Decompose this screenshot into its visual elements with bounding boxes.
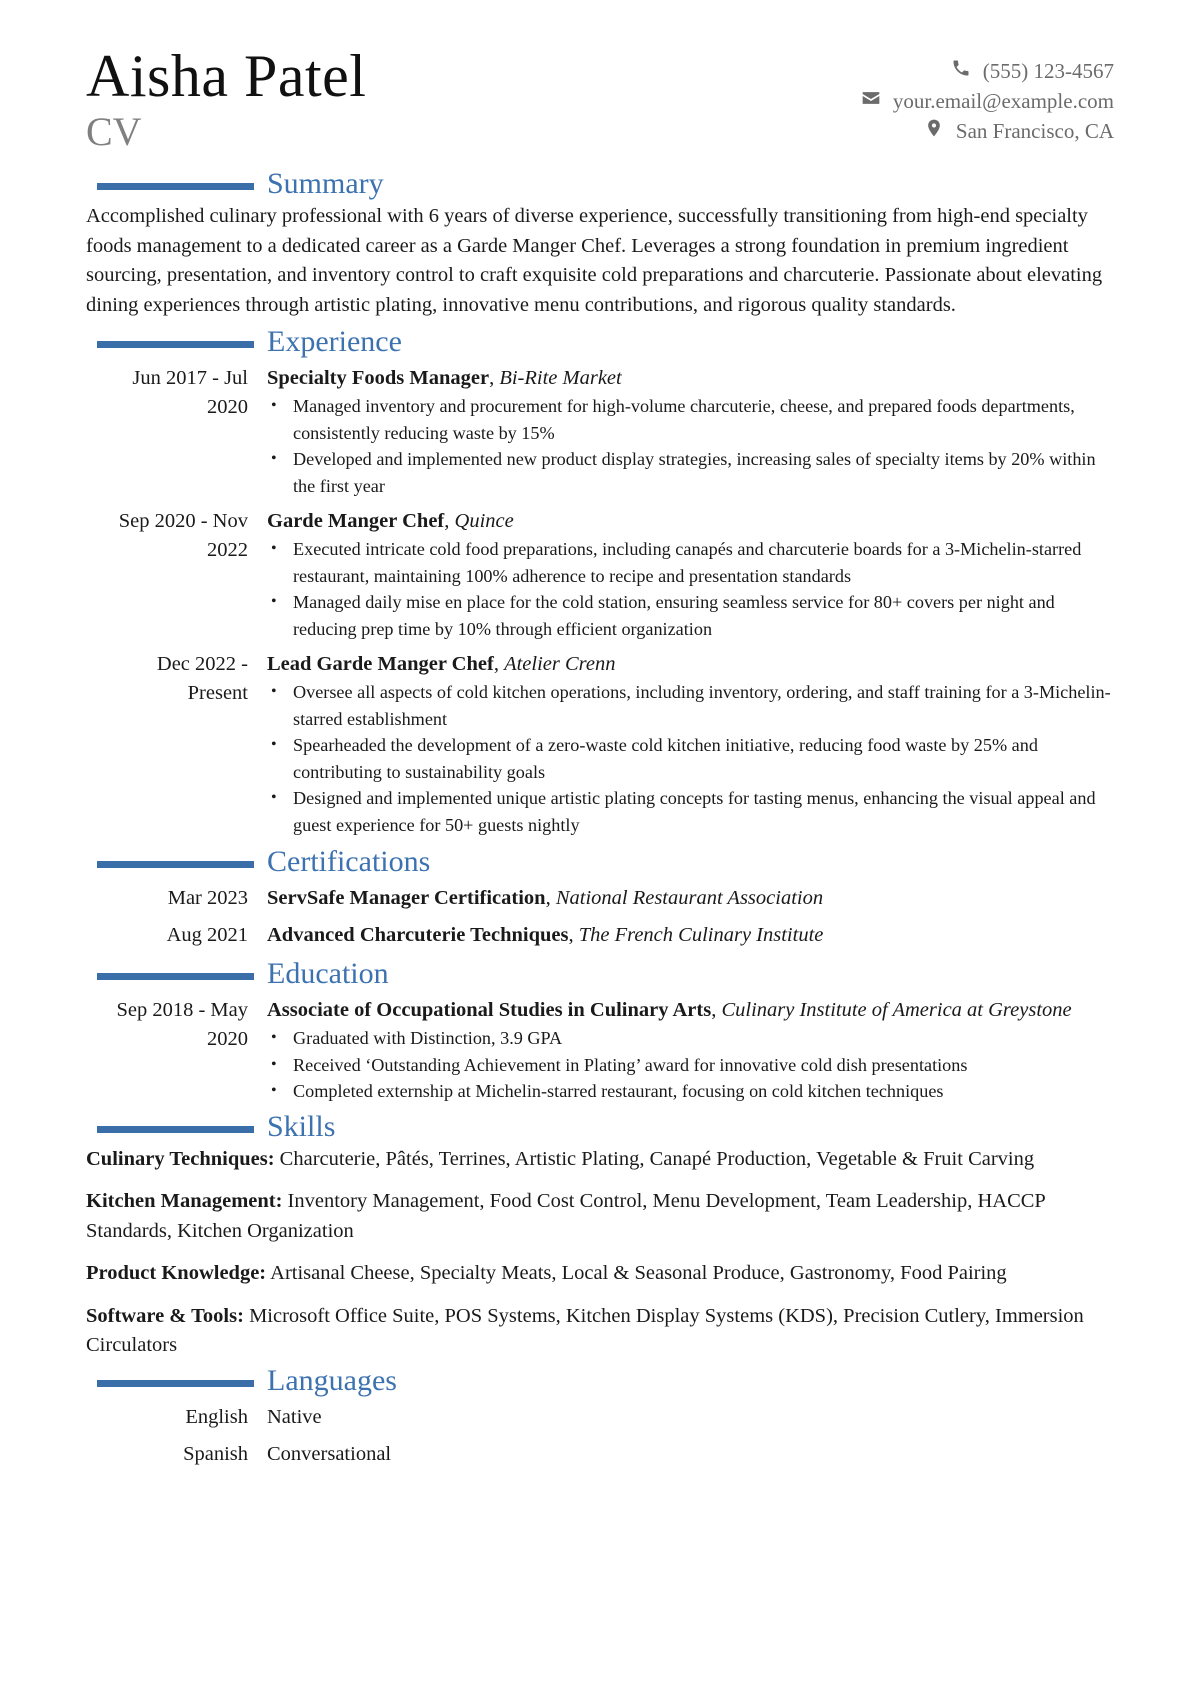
section-title-experience: Experience <box>267 325 402 358</box>
bullet-item: • Managed inventory and procurement for high-volume charcuterie, cheese, and prepared foods departments, consistently reducing waste by 15% <box>293 393 1114 446</box>
certification-issuer: National Restaurant Association <box>555 887 824 909</box>
resume-header <box>86 44 1114 164</box>
job-role: Specialty Foods Manager <box>267 367 490 389</box>
section-rule <box>97 861 254 868</box>
job-role: Lead Garde Manger Chef <box>267 653 494 675</box>
language-entry <box>86 1436 1114 1473</box>
job-role: Garde Manger Chef <box>267 510 445 532</box>
section-rule <box>97 183 254 190</box>
bullet-list <box>267 1025 1114 1105</box>
entry-date <box>86 364 267 499</box>
skill-label: Software & Tools: <box>86 1304 244 1327</box>
entry-title: Lead Garde Manger Chef, Atelier Crenn <box>267 653 616 675</box>
candidate-name: Aisha Patel <box>86 43 367 109</box>
bullet-item: • Completed externship at Michelin-starred restaurant, focusing on cold kitchen techniques <box>293 1078 1114 1105</box>
language-name: Spanish <box>183 1442 248 1465</box>
contact-location <box>861 116 1114 146</box>
section-title-certifications: Certifications <box>267 845 431 878</box>
bullet-item: • Oversee all aspects of cold kitchen operations, including inventory, ordering, and staff training for a 3-Michelin-starred establishment <box>293 679 1114 732</box>
skill-group <box>86 1259 1114 1289</box>
degree-name: Associate of Occupational Studies in Culinary Arts <box>267 999 712 1021</box>
skill-label: Kitchen Management: <box>86 1190 283 1212</box>
entry-body <box>267 996 1114 1105</box>
skills-list <box>86 1145 1114 1361</box>
date-line: 2020 <box>207 1028 248 1050</box>
location-text: San Francisco, CA <box>955 119 1114 143</box>
language-level: Conversational <box>267 1442 392 1465</box>
contact-block <box>861 56 1114 146</box>
date-line: Sep 2018 - May <box>116 999 248 1021</box>
skill-group <box>86 1145 1114 1175</box>
section-title-skills: Skills <box>267 1109 336 1143</box>
bullet-item: • Developed and implemented new product display strategies, increasing sales of specialty items by 20% within the first year <box>293 446 1114 499</box>
envelope-icon <box>861 86 881 116</box>
bullet-item: • Designed and implemented unique artistic plating concepts for tasting menus, enhancing the visual appeal and guest experience for 50+ guests nightly <box>293 785 1114 838</box>
entry-body <box>267 507 1114 642</box>
date-line: 2022 <box>207 539 248 561</box>
date-line: 2020 <box>207 396 248 418</box>
entry-date <box>86 650 267 838</box>
summary-section-header <box>86 168 1114 202</box>
contact-phone <box>861 56 1114 86</box>
date-line: Sep 2020 - Nov <box>118 510 248 532</box>
job-org: Quince <box>454 510 514 532</box>
date-line: Present <box>187 682 248 704</box>
experience-entry <box>86 650 1114 838</box>
skill-label: Culinary Techniques: <box>86 1147 275 1170</box>
bullet-list <box>267 393 1114 499</box>
job-org: Bi-Rite Market <box>499 367 622 389</box>
language-level: Native <box>267 1405 322 1428</box>
skills-section-header <box>86 1111 1114 1145</box>
date-line: Jun 2017 - Jul <box>132 367 248 389</box>
bullet-item: • Managed daily mise en place for the cold station, ensuring seamless service for 80+ covers per night and reducing prep time by 10% through efficient organization <box>293 589 1114 642</box>
summary-text: Accomplished culinary professional with 6 years of diverse experience, successfully transitioning from high-end specialty foods management to a dedicated career as a Garde Manger Chef. Leverages a strong foundation in premium ingredient sourcing, presentation, and inventory control to craft exquisite cold preparations and charcuterie. Passionate about elevating dining experiences through artistic plating, innovative menu contributions, and rigorous quality standards. <box>86 205 1103 316</box>
section-title-summary: Summary <box>267 167 384 200</box>
section-rule <box>97 1380 254 1387</box>
experience-entry <box>86 507 1114 642</box>
skill-value: Inventory Management, Food Cost Control, Menu Development, Team Leadership, HACCP Standards, Kitchen Organization <box>86 1190 1046 1242</box>
certification-name: Advanced Charcuterie Techniques <box>267 924 569 946</box>
contact-email <box>861 86 1114 116</box>
experience-entry <box>86 364 1114 499</box>
certification-date: Aug 2021 <box>166 924 248 946</box>
phone-icon <box>951 56 971 86</box>
entry-date <box>86 996 267 1105</box>
entry-date <box>86 507 267 642</box>
certification-title: ServSafe Manager Certification, National Restaurant Association <box>267 887 824 909</box>
skill-label: Product Knowledge: <box>86 1262 267 1284</box>
skill-group <box>86 1187 1114 1246</box>
section-rule <box>97 1126 254 1133</box>
languages-section-header <box>86 1365 1114 1399</box>
section-title-languages: Languages <box>267 1363 397 1397</box>
experience-section-header <box>86 326 1114 360</box>
entry-title: Garde Manger Chef, Quince <box>267 510 514 532</box>
certification-date: Mar 2023 <box>167 887 248 909</box>
bullet-list <box>267 536 1114 642</box>
language-entry <box>86 1399 1114 1436</box>
certifications-section-header <box>86 846 1114 880</box>
section-title-education: Education <box>267 957 389 990</box>
job-org: Atelier Crenn <box>504 653 616 675</box>
skill-value: Microsoft Office Suite, POS Systems, Kitchen Display Systems (KDS), Precision Cutlery, Immersion Circulators <box>86 1304 1084 1356</box>
bullet-item: • Spearheaded the development of a zero-waste cold kitchen initiative, reducing food waste by 25% and contributing to sustainability goals <box>293 732 1114 785</box>
entry-title: Associate of Occupational Studies in Culinary Arts, Culinary Institute of America at Greystone <box>267 999 1072 1021</box>
map-marker-icon <box>924 116 944 146</box>
entry-body <box>267 364 1114 499</box>
bullet-item: • Executed intricate cold food preparations, including canapés and charcuterie boards for a 3-Michelin-starred restaurant, maintaining 100% adherence to recipe and presentation standards <box>293 536 1114 589</box>
certification-name: ServSafe Manager Certification <box>267 887 546 909</box>
date-line: Dec 2022 - <box>156 653 248 675</box>
education-entry <box>86 996 1114 1105</box>
resume-page <box>86 40 1114 1473</box>
certification-issuer: The French Culinary Institute <box>578 924 824 946</box>
section-rule <box>97 341 254 348</box>
skill-value: Charcuterie, Pâtés, Terrines, Artistic Plating, Canapé Production, Vegetable & Fruit Carving <box>279 1147 1035 1170</box>
email-text[interactable]: your.email@example.com <box>892 89 1114 113</box>
skill-value: Artisanal Cheese, Specialty Meats, Local & Seasonal Produce, Gastronomy, Food Pairing <box>270 1262 1007 1284</box>
school-name: Culinary Institute of America at Greystone <box>721 999 1072 1021</box>
certification-title: Advanced Charcuterie Techniques, The French Culinary Institute <box>267 924 824 946</box>
entry-body <box>267 650 1114 838</box>
education-section-header <box>86 958 1114 992</box>
certification-entry <box>86 917 1114 954</box>
entry-title: Specialty Foods Manager, Bi-Rite Market <box>267 367 622 389</box>
skill-group <box>86 1302 1114 1361</box>
document-subtitle: CV <box>86 109 142 154</box>
phone-text[interactable]: (555) 123-4567 <box>982 59 1114 83</box>
bullet-item: • Received ‘Outstanding Achievement in Plating’ award for innovative cold dish presentations <box>293 1052 1114 1079</box>
language-name: English <box>185 1405 248 1428</box>
bullet-item: • Graduated with Distinction, 3.9 GPA <box>293 1025 1114 1052</box>
certification-entry <box>86 880 1114 917</box>
section-rule <box>97 973 254 980</box>
bullet-list <box>267 679 1114 838</box>
